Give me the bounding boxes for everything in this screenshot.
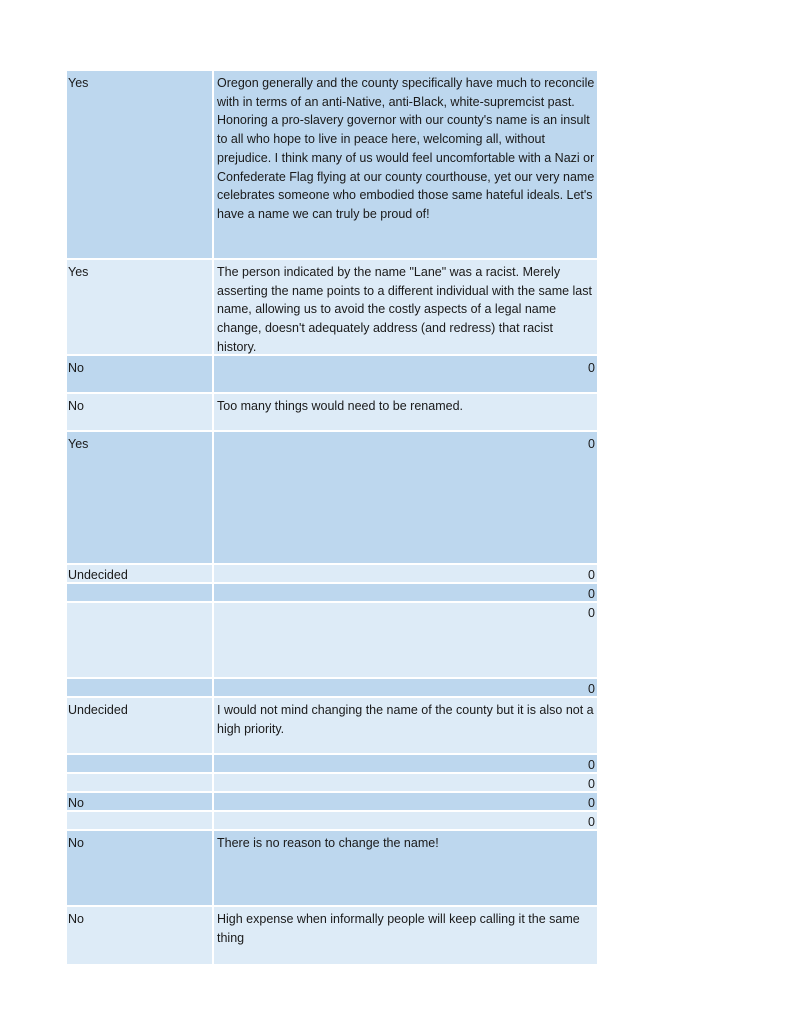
comment-cell: 0 (588, 606, 595, 620)
response-cell: No (67, 356, 214, 392)
comment-cell: 0 (588, 758, 595, 772)
response-cell: No (67, 907, 214, 964)
response-cell: No (67, 793, 214, 810)
response-cell (67, 755, 214, 772)
response-cell: Undecided (67, 565, 214, 582)
comment-cell: 0 (588, 682, 595, 696)
response-cell: No (67, 831, 214, 905)
response-cell (67, 603, 214, 677)
table-row (67, 812, 597, 831)
table-row (67, 679, 597, 698)
response-cell: Yes (67, 432, 214, 563)
table-row (67, 260, 597, 356)
comment-cell: 0 (588, 815, 595, 829)
survey-responses-table (67, 71, 597, 964)
comment-cell: Too many things would need to be renamed. (217, 399, 463, 413)
response-cell: No (67, 394, 214, 430)
table-row (67, 394, 597, 432)
table-row (67, 603, 597, 679)
table-row (67, 793, 597, 812)
comment-cell: 0 (588, 796, 595, 810)
comment-cell: There is no reason to change the name! (217, 836, 439, 850)
table-row (67, 831, 597, 907)
comment-cell: 0 (588, 437, 595, 451)
comment-cell: The person indicated by the name "Lane" was a racist. Merely asserting the name points to a different individual with the same last name, allowing us to avoid the costly aspects of a legal name change, doesn't adequately address (and redress) that racist history. (217, 265, 592, 354)
comment-cell: Oregon generally and the county specifically have much to reconcile with in terms of an anti-Native, anti-Black, white-supremcist past. Honoring a pro-slavery governor with our county's name is an insult to all who hope to live in peace here, welcoming all, without prejudice. I think many of us would feel uncomfortable with a Nazi or Confederate Flag flying at our county courthouse, yet our very name celebrates someone who embodied those same hateful ideals. Let's have a name we can truly be proud of! (217, 76, 595, 221)
table-row (67, 584, 597, 603)
comment-cell: 0 (588, 777, 595, 791)
comment-cell: High expense when informally people will keep calling it the same thing (217, 912, 580, 945)
response-cell: Yes (67, 260, 214, 354)
response-cell: Yes (67, 71, 214, 258)
comment-cell: 0 (588, 587, 595, 601)
comment-cell: 0 (588, 361, 595, 375)
response-cell (67, 679, 214, 696)
table-row (67, 71, 597, 260)
table-row (67, 907, 597, 964)
response-cell (67, 584, 214, 601)
comment-cell: I would not mind changing the name of the county but it is also not a high priority. (217, 703, 594, 736)
response-cell (67, 812, 214, 829)
response-cell (67, 774, 214, 791)
table-row (67, 755, 597, 774)
comment-cell: 0 (588, 568, 595, 582)
response-cell: Undecided (67, 698, 214, 753)
table-row (67, 432, 597, 565)
table-row (67, 774, 597, 793)
table-row (67, 565, 597, 584)
table-row (67, 356, 597, 394)
table-row (67, 698, 597, 755)
